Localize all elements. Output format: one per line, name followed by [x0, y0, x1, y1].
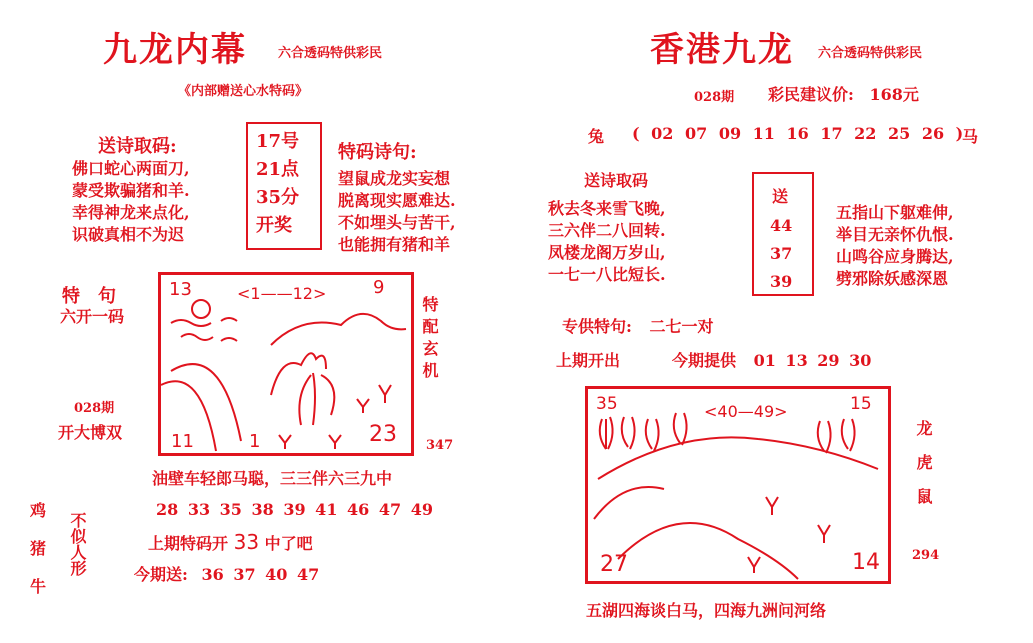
right-poem2-line: 举目无亲怀仇恨.	[836, 225, 954, 244]
right-price	[768, 82, 919, 105]
last-special-number: 33	[233, 530, 260, 554]
price-value: 168元	[869, 85, 919, 104]
right-poem-code-label: 送诗取码	[584, 171, 649, 190]
right-special-phrase	[562, 314, 714, 337]
left-not-like: 不似人形	[68, 512, 87, 576]
special-poem-line: 也能拥有猪和羊	[338, 235, 451, 254]
right-rabbit: 兔	[588, 127, 605, 146]
right-pic-number-tl: 35	[596, 394, 618, 414]
send-number: 44	[770, 216, 793, 235]
left-poem-line: 幸得神龙来点化,	[72, 203, 190, 222]
left-title: 九龙内幕	[103, 30, 247, 70]
right-pic-number-br: 14	[852, 550, 880, 575]
special-poem-line: 脱离现实愿难达.	[338, 191, 456, 210]
special-poem-line: 不如埋头与苦干,	[338, 213, 456, 232]
left-numbers-row: 28 33 35 38 39 41 46 47 49	[156, 500, 433, 519]
send-label: 送	[772, 187, 789, 206]
draw-time-line: 35分	[256, 187, 300, 208]
send-number: 39	[770, 272, 793, 291]
right-rabbit-numbers: ( 02 07 09 11 16 17 22 25 26 )	[632, 124, 964, 143]
last-special-prefix: 上期特码开	[148, 534, 229, 553]
left-riddle: 油壁车轻郎马聪，三三伴六三九中	[152, 469, 393, 488]
right-horse: 马	[962, 127, 979, 146]
right-pic-number-tr: 15	[850, 394, 872, 414]
right-poem	[548, 198, 666, 286]
left-pic-number-br: 23	[369, 422, 397, 447]
left-poem-code-label: 送诗取码:	[98, 136, 177, 157]
right-subtitle: 六合透码特供彩民	[818, 46, 923, 61]
right-pic-number-bl: 27	[600, 552, 628, 577]
left-pic-number-tr: 9	[373, 277, 385, 298]
left-side-number: 347	[426, 438, 454, 453]
right-issue: 028期	[694, 90, 735, 105]
left-picture-frame	[158, 272, 414, 456]
left-pic-number-one: 1	[249, 431, 261, 452]
left-poem	[72, 158, 190, 246]
right-last-out: 上期开出	[556, 351, 621, 370]
left-special-poem-label: 特码诗句:	[338, 142, 417, 163]
draw-time-line: 21点	[256, 159, 300, 180]
right-title: 香港九龙	[650, 30, 794, 70]
left-picture-drawing	[161, 275, 411, 453]
right-side-vertical: 龙虎鼠	[914, 420, 933, 522]
animal-item: 猪	[30, 539, 47, 558]
right-picture-frame	[585, 386, 891, 584]
animal-item: 牛	[30, 577, 47, 596]
left-gift-line: 《内部赠送心水特码》	[178, 84, 309, 99]
draw-time	[256, 128, 299, 240]
animal-item: 鸡	[30, 501, 47, 520]
special-poem-line: 望鼠成龙实妄想	[338, 169, 451, 188]
left-phrase-label: 特 句	[62, 286, 116, 307]
last-special-suffix: 中了吧	[264, 534, 313, 553]
left-poem-line: 识破真相不为迟	[72, 225, 185, 244]
left-phrase-text: 六开一码	[60, 307, 125, 326]
left-subtitle: 六合透码特供彩民	[278, 46, 383, 61]
right-poem-line: 秋去冬来雪飞晚,	[548, 199, 666, 218]
draw-time-line: 开奖	[256, 215, 292, 236]
provide-numbers: 01 13 29 30	[753, 351, 872, 370]
right-picture-drawing	[588, 389, 888, 581]
provide-label: 今期提供	[672, 351, 737, 370]
left-lucky-phrase: 开大博双	[58, 423, 123, 442]
right-poem2	[836, 202, 954, 290]
left-last-special	[148, 530, 313, 554]
right-poem-line: 一七一八比短长.	[548, 265, 666, 284]
price-label: 彩民建议价:	[768, 85, 854, 104]
left-issue: 028期	[74, 401, 115, 416]
left-poem-line: 蒙受欺骗猪和羊.	[72, 181, 190, 200]
left-special-poem	[338, 168, 456, 256]
today-numbers: 36 37 40 47	[201, 565, 320, 584]
right-poem-line: 凤楼龙阁万岁山,	[548, 243, 666, 262]
special-phrase-value: 二七一对	[649, 317, 714, 336]
left-poem-line: 佛口蛇心两面刀,	[72, 159, 190, 178]
send-numbers	[770, 212, 792, 296]
left-today	[134, 562, 319, 585]
special-phrase-label: 专供特句:	[562, 317, 632, 336]
right-poem-line: 三六伴二八回转.	[548, 221, 666, 240]
today-label: 今期送:	[134, 565, 188, 584]
left-pic-number-tl: 13	[169, 279, 192, 300]
left-pic-range: <1——12>	[237, 284, 327, 303]
right-provide	[672, 348, 871, 371]
left-side-vertical: 特配玄机	[420, 296, 439, 384]
right-pic-range: <40—49>	[704, 402, 788, 421]
right-poem2-line: 山鸣谷应身腾达,	[836, 247, 954, 266]
right-side-number: 294	[912, 548, 940, 563]
right-bottom-line: 五湖四海谈白马，四海九洲问河络	[586, 601, 827, 620]
left-pic-number-bl: 11	[171, 431, 194, 452]
send-number: 37	[770, 244, 793, 263]
right-poem2-line: 劈邪除妖感深恩	[836, 269, 949, 288]
draw-time-line: 17号	[256, 131, 300, 152]
right-poem2-line: 五指山下躯难伸,	[836, 203, 954, 222]
